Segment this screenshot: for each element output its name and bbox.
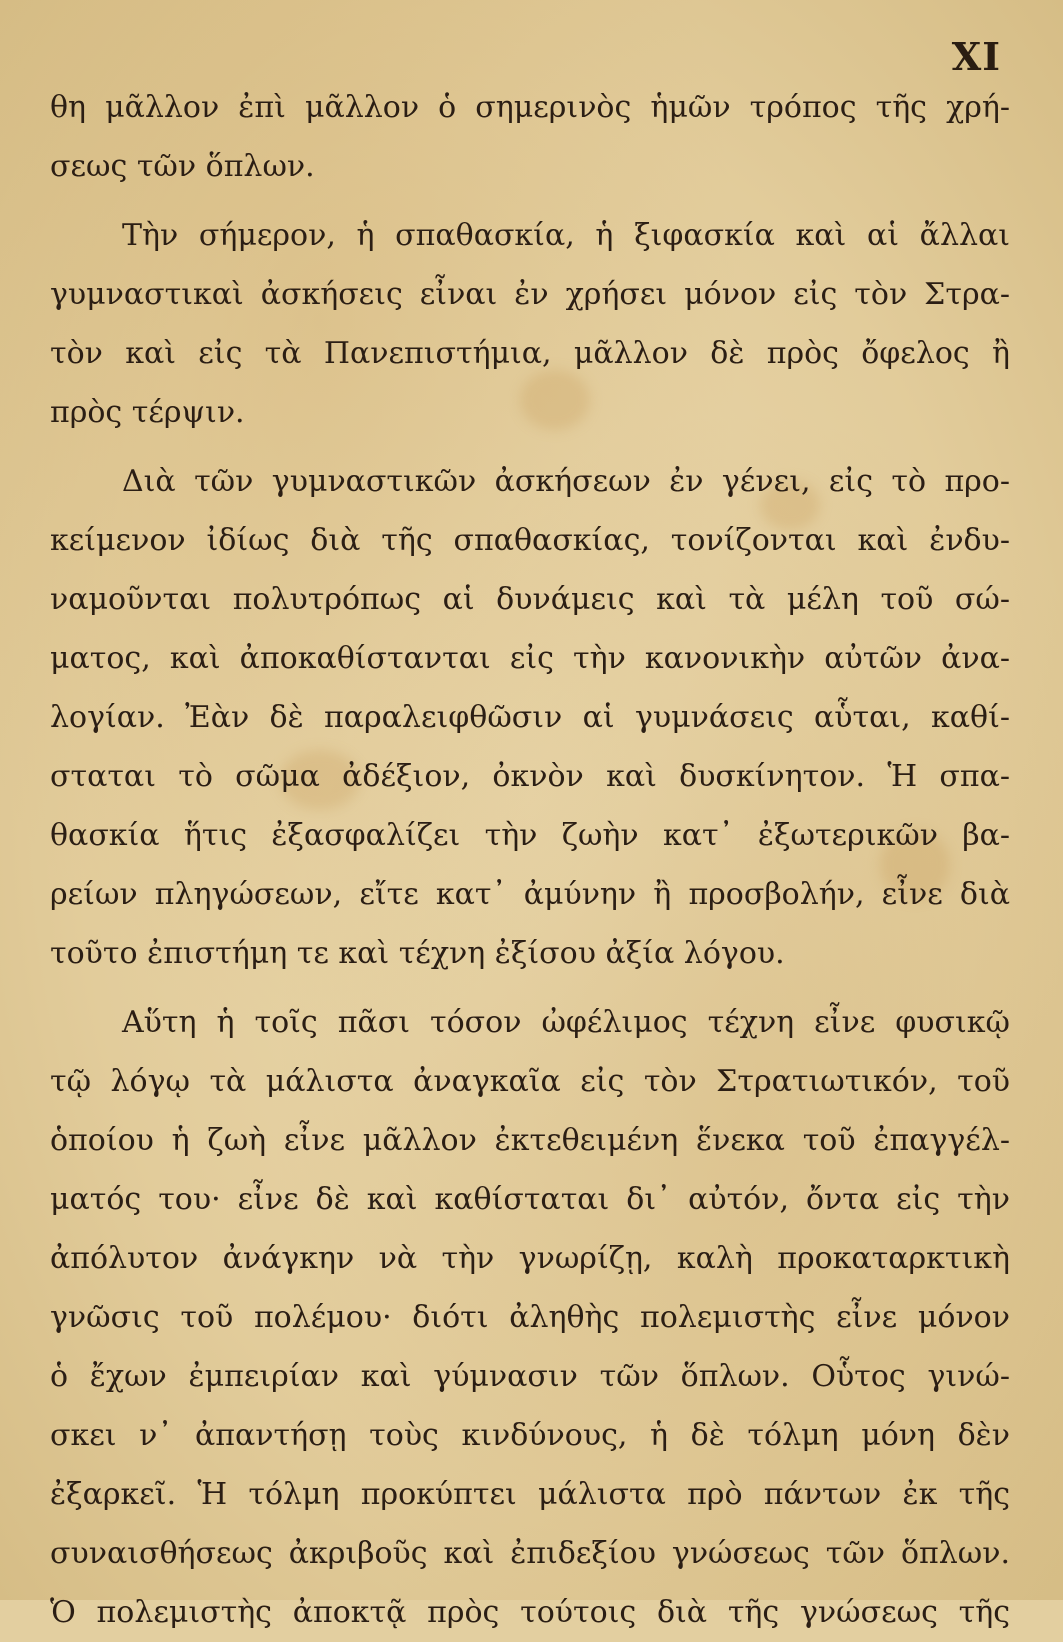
text-line: ἐξαρκεῖ. Ἡ τόλμη προκύπτει μάλιστα πρὸ πάντων ἐκ τῆς: [50, 1477, 1010, 1512]
text-line: ματός του· εἶνε δὲ καὶ καθίσταται δι᾽ αὐτόν, ὄντα εἰς τὴν: [50, 1182, 1010, 1217]
text-line: ρείων πληγώσεων, εἴτε κατ᾽ ἀμύνην ἢ προσβολήν, εἶνε διὰ: [50, 877, 1010, 912]
paragraph: [50, 206, 1010, 442]
text-line: λογίαν. Ἐὰν δὲ παραλειφθῶσιν αἱ γυμνάσεις αὗται, καθί-: [50, 700, 1010, 735]
text-line: συναισθήσεως ἀκριβοῦς καὶ ἐπιδεξίου γνώσεως τῶν ὅπλων.: [50, 1536, 1010, 1571]
paragraph: [50, 78, 1010, 196]
text-line: τοῦτο ἐπιστήμη τε καὶ τέχνη ἐξίσου ἀξία λόγου.: [50, 936, 785, 971]
text-line: τῷ λόγῳ τὰ μάλιστα ἀναγκαῖα εἰς τὸν Στρατιωτικόν, τοῦ: [50, 1064, 1010, 1099]
text-line: Τὴν σήμερον, ἡ σπαθασκία, ἡ ξιφασκία καὶ αἱ ἄλλαι: [122, 218, 1010, 253]
text-line: πρὸς τέρψιν.: [50, 395, 245, 430]
text-line: γυμναστικαὶ ἀσκήσεις εἶναι ἐν χρήσει μόνον εἰς τὸν Στρα-: [50, 277, 1010, 312]
paragraph: [50, 452, 1010, 983]
body-text: [50, 78, 1010, 1642]
text-line: ἀπόλυτον ἀνάγκην νὰ τὴν γνωρίζῃ, καλὴ προκαταρκτικὴ: [50, 1241, 1010, 1276]
paragraph: [50, 993, 1010, 1642]
page-number: XI: [951, 34, 1001, 79]
text-line: Αὕτη ἡ τοῖς πᾶσι τόσον ὠφέλιμος τέχνη εἶνε φυσικῷ: [122, 1005, 1010, 1040]
text-line: ὁποίου ἡ ζωὴ εἶνε μᾶλλον ἐκτεθειμένη ἕνεκα τοῦ ἐπαγγέλ-: [50, 1123, 1010, 1158]
text-line: ματος, καὶ ἀποκαθίστανται εἰς τὴν κανονικὴν αὐτῶν ἀνα-: [50, 641, 1010, 676]
text-line: τὸν καὶ εἰς τὰ Πανεπιστήμια, μᾶλλον δὲ πρὸς ὄφελος ἢ: [50, 336, 1010, 371]
text-line: Διὰ τῶν γυμναστικῶν ἀσκήσεων ἐν γένει, εἰς τὸ προ-: [122, 464, 1010, 499]
text-line: θη μᾶλλον ἐπὶ μᾶλλον ὁ σημερινὸς ἡμῶν τρόπος τῆς χρή-: [50, 90, 1010, 125]
text-line: σταται τὸ σῶμα ἀδέξιον, ὀκνὸν καὶ δυσκίνητον. Ἡ σπα-: [50, 759, 1010, 794]
text-line: θασκία ἥτις ἐξασφαλίζει τὴν ζωὴν κατ᾽ ἐξωτερικῶν βα-: [50, 818, 1010, 853]
text-line: σεως τῶν ὅπλων.: [50, 149, 315, 184]
text-line: σκει ν᾽ ἀπαντήσῃ τοὺς κινδύνους, ἡ δὲ τόλμη μόνη δὲν: [50, 1418, 1010, 1453]
text-line: γνῶσις τοῦ πολέμου· διότι ἀληθὴς πολεμιστὴς εἶνε μόνον: [50, 1300, 1010, 1335]
text-line: ὁ ἔχων ἐμπειρίαν καὶ γύμνασιν τῶν ὅπλων. Οὗτος γινώ-: [50, 1359, 1010, 1394]
text-line: ναμοῦνται πολυτρόπως αἱ δυνάμεις καὶ τὰ μέλη τοῦ σώ-: [50, 582, 1010, 617]
text-line: Ὁ πολεμιστὴς ἀποκτᾷ πρὸς τούτοις διὰ τῆς γνώσεως τῆς: [50, 1595, 1010, 1630]
text-line: κείμενον ἰδίως διὰ τῆς σπαθασκίας, τονίζονται καὶ ἐνδυ-: [50, 523, 1010, 558]
